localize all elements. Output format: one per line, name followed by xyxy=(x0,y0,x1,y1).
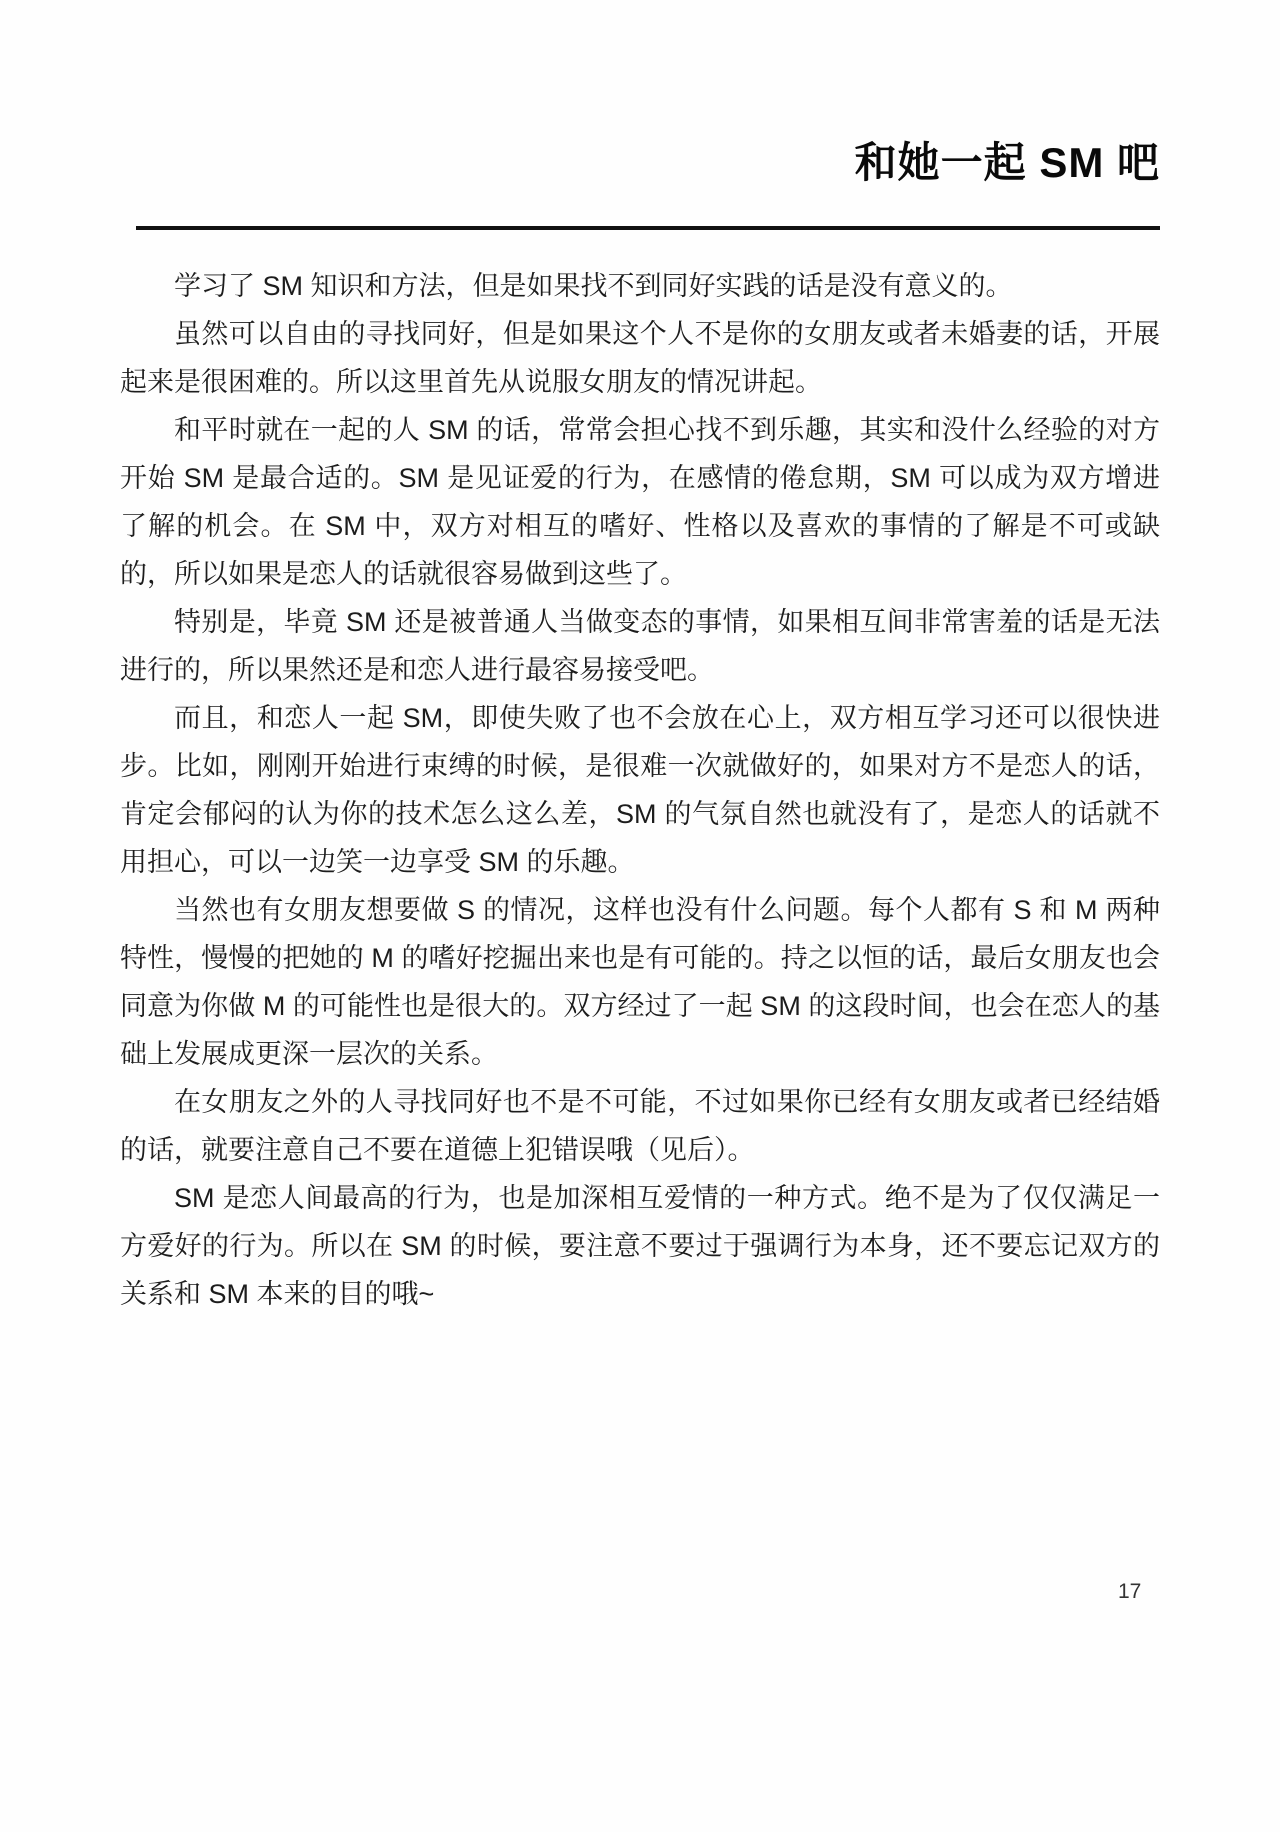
page-number: 17 xyxy=(1118,1580,1142,1603)
page-title: 和她一起 SM 吧 xyxy=(854,139,1160,186)
paragraph: 特别是，毕竟 SM 还是被普通人当做变态的事情，如果相互间非常害羞的话是无法进行的，所以果然还是和恋人进行最容易接受吧。 xyxy=(120,607,1160,685)
paragraph: 虽然可以自由的寻找同好，但是如果这个人不是你的女朋友或者未婚妻的话，开展起来是很困难的。所以这里首先从说服女朋友的情况讲起。 xyxy=(120,319,1160,397)
paragraph: 当然也有女朋友想要做 S 的情况，这样也没有什么问题。每个人都有 S 和 M 两种特性，慢慢的把她的 M 的嗜好挖掘出来也是有可能的。持之以恒的话，最后女朋友也会同意为你做 M 的可能性也是很大的。双方经过了一起 SM 的这段时间，也会在恋人的基础上发展成更深一层次的关系。 xyxy=(120,895,1160,1069)
paragraph: 而且，和恋人一起 SM，即使失败了也不会放在心上，双方相互学习还可以很快进步。比如，刚刚开始进行束缚的时候，是很难一次就做好的，如果对方不是恋人的话，肯定会郁闷的认为你的技术怎么这么差，SM 的气氛自然也就没有了，是恋人的话就不用担心，可以一边笑一边享受 SM 的乐趣。 xyxy=(120,703,1160,877)
page-header xyxy=(136,138,1160,188)
paragraph: 学习了 SM 知识和方法，但是如果找不到同好实践的话是没有意义的。 xyxy=(174,271,1013,301)
title-divider xyxy=(136,226,1160,230)
paragraph: 和平时就在一起的人 SM 的话，常常会担心找不到乐趣，其实和没什么经验的对方开始 SM 是最合适的。SM 是见证爱的行为，在感情的倦怠期，SM 可以成为双方增进了解的机会。在 SM 中，双方对相互的嗜好、性格以及喜欢的事情的了解是不可或缺的，所以如果是恋人的话就很容易做到这些了。 xyxy=(120,415,1160,589)
paragraph: 在女朋友之外的人寻找同好也不是不可能，不过如果你已经有女朋友或者已经结婚的话，就要注意自己不要在道德上犯错误哦（见后）。 xyxy=(120,1087,1160,1165)
paragraph: SM 是恋人间最高的行为，也是加深相互爱情的一种方式。绝不是为了仅仅满足一方爱好的行为。所以在 SM 的时候，要注意不要过于强调行为本身，还不要忘记双方的关系和 SM 本来的目的哦~ xyxy=(120,1183,1160,1309)
body-text xyxy=(120,262,1160,1318)
